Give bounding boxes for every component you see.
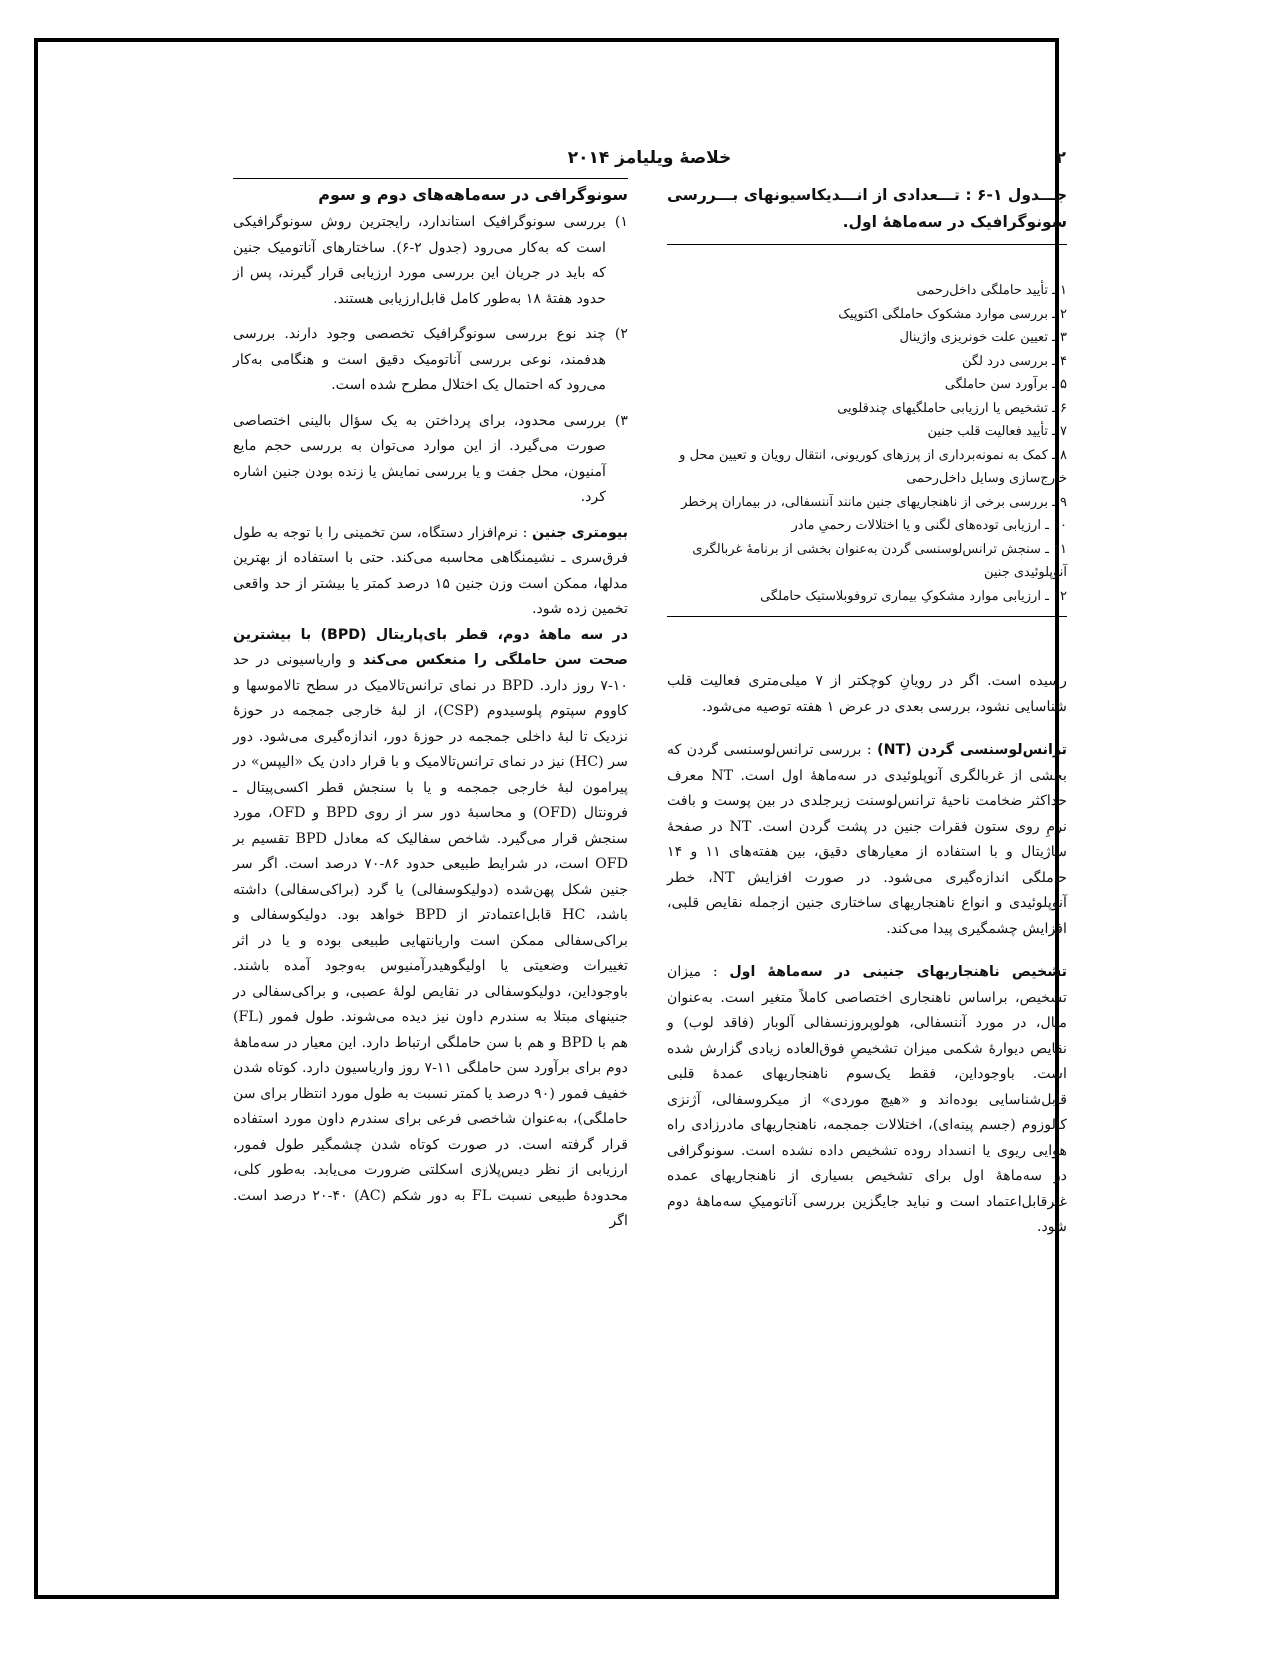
list-item-number: ۳) bbox=[614, 412, 628, 429]
left-column bbox=[233, 182, 628, 1253]
table-row: ۴ ـ بررسی درد لگن bbox=[961, 353, 1067, 369]
table-row: ۳ ـ تعیین علت خونریزی واژینال bbox=[899, 330, 1067, 345]
section-title: سونوگرافی در سه‌ماهه‌های دوم و سوم bbox=[318, 185, 628, 204]
list-item-text: چند نوع بررسی سونوگرافیک تخصصی وجود دارند. بررسی هدفمند، نوعی بررسی آناتومیک دقیق است و هنگامی به‌کار می‌رود که احتمال یک اختلال مطرح شده است. bbox=[233, 326, 606, 393]
indications-table bbox=[667, 279, 1067, 617]
paragraph-continued: رسیده است. اگر در رویانِ کوچکتر از ۷ میلی‌متری فعالیت قلب شناسایی نشود، بررسی بعدی در عرض ۱ هفته توصیه می‌شود. bbox=[667, 673, 1068, 715]
table-title: جـــدول ۱-۶ : تـــعدادی از انـــدیکاسیونهای بـــررسی سونوگرافیک در سه‌ماهۀ اول. bbox=[667, 182, 1067, 245]
biometry-heading: بیومتری جنین bbox=[531, 524, 628, 541]
list-item-number: ۱) bbox=[614, 214, 628, 230]
table-row: ۵ ـ برآورد سن حاملگی bbox=[944, 377, 1067, 392]
table-row: ۱ ـ تأیید حاملگی داخل‌رحمی bbox=[916, 283, 1067, 298]
anomaly-heading: تشخیص ناهنجاریهای جنینی در سه‌ماهۀ اول bbox=[729, 964, 1067, 980]
bpd-heading: در سه ماهۀ دوم، قطر بای‌پاریتال (BPD) با بیشترین صحت سن حاملگی را منعکس می‌کند bbox=[233, 626, 628, 668]
bpd-text: و واریاسیونی در حد ۱۰-۷ روز دارد. BPD در نمای ترانس‌تالامیک در سطح تالاموسها و کاووم سپتوم پلوسیدوم (CSP)، از لبۀ خارجی جمجمه در حوزۀ نزدیک تا لبۀ داخلی جمجمه در حوزۀ دور، اندازه‌گیری می‌شود. دور سر (HC) نیز در نمای ترانس‌تالامیک و با قرار دادن یک «الیپس» در پیرامون لبۀ خارجی جمجمه و یا با سنجش قطر اکسی‌پیتال ـ فرونتال (OFD) و محاسبۀ دور سر از روی BPD و OFD، مورد سنجش قرار می‌گیرد. شاخص سفالیک که معادل BPD تقسیم بر OFD است، در شرایط طبیعی حدود ۸۶-۷۰ درصد است. اگر سر جنین شکل پهن‌شده (دولیکوسفالی) یا گرد (براکی‌سفالی) داشته باشد، HC قابل‌اعتمادتر از BPD خواهد بود. دولیکوسفالی و براکی‌سفالی ممکن است واریانتهایی طبیعی بوده و یا در اثر تغییرات وضعیتی یا اولیگوهیدرآمنیوس به‌وجود آمده باشند. باوجوداین، دولیکوسفالی در نقایص لولۀ عصبی، و براکی‌سفالی در جنینهای مبتلا به سندرم داون نیز دیده می‌شوند. طول فمور (FL) هم با BPD و هم با سن حاملگی ارتباط دارد. این معیار در سه‌ماهۀ دوم برای برآورد سن حاملگی ۱۱-۷ روز واریاسیون دارد. کوتاه شدن خفیف فمور (۹۰ درصد یا کمتر نسبت به طول مورد انتظار برای سن حاملگی)، به‌عنوان شاخصی فرعی برای سندرم داون مورد استفاده قرار گرفته است. در صورت کوتاه شدن چشمگیر طول فمور، ارزیابی از نظر دیس‌پلازی اسکلتی ضرورت می‌یابد. به‌طور کلی، محدودۀ طبیعی نسبت FL به دور شکم (AC) ۲۰-۴۰ درصد است. اگر bbox=[233, 652, 629, 1229]
nt-heading: ترانس‌لوسنسی گردن (NT) bbox=[877, 742, 1067, 758]
anomaly-paragraph bbox=[667, 960, 1067, 1241]
list-item-number: ۲) bbox=[614, 326, 628, 342]
list-item bbox=[233, 210, 628, 312]
nt-paragraph bbox=[667, 738, 1067, 942]
table-row: ۱۲ ـ ارزیابی موارد مشکوکِ بیماری تروفوبلاستیک حاملگی bbox=[760, 588, 1067, 604]
bpd-paragraph bbox=[233, 623, 628, 1235]
running-header bbox=[233, 148, 1066, 176]
biometry-paragraph bbox=[233, 521, 628, 623]
header-rule bbox=[233, 178, 628, 179]
spacer bbox=[667, 617, 1067, 669]
nt-text: : بررسی ترانس‌لوسنسی گردن که بخشی از غربالگری آنوپلوئیدی در سه‌ماهۀ اول است. NT معرف حداکثر ضخامت ناحیۀ ترانس‌لوسنت زیرجلدی در بین پوست و بافت نرمِ روی ستون فقرات جنین در پشت گردن است. NT در صفحۀ ساژیتال و با استفاده از معیارهای دقیق، بین هفته‌های ۱۱ و ۱۴ حاملگی اندازه‌گیری می‌شود. در صورت افزایش NT، خطر آنوپلوئیدی و انواع ناهنجاریهای ساختاری جنین ازجمله نقایص قلبی، افزایش چشمگیری پیدا می‌کند. bbox=[667, 742, 1067, 937]
table-row: ۷ ـ تأیید فعالیت قلب جنین bbox=[927, 424, 1067, 439]
list-item bbox=[233, 322, 628, 399]
list-item bbox=[233, 409, 628, 511]
table-row: ۱۰ ـ ارزیابی توده‌های لگنی و یا اختلالات رحمیِ مادر bbox=[791, 518, 1067, 533]
book-title: خلاصۀ ویلیامز ۲۰۱۴ bbox=[567, 148, 732, 168]
table-row: ۶ ـ تشخیص یا ارزیابی حاملگیهای چندقلویی bbox=[837, 400, 1067, 416]
list-item-text: بررسی سونوگرافیک استاندارد، رایجترین روش سونوگرافیکی است که به‌کار می‌رود (جدول ۲-۶). ساختارهای آناتومیک جنین که باید در جریان این بررسی مورد ارزیابی قرار گیرند، پس از حدود هفتۀ ۱۸ به‌طور کامل قابل‌ارزیابی هستند. bbox=[233, 214, 607, 307]
biometry-text: : نرم‌افزار دستگاه، سن تخمینی را با توجه به طول فرق‌سری ـ نشیمنگاهی محاسبه می‌کند. حتی با استفاده از بهترین مدلها، ممکن است وزن جنین ۱۵ درصد کمتر یا بیشتر از حد واقعی تخمین زده شود. bbox=[233, 524, 628, 617]
table-row: ۲ ـ بررسی موارد مشکوک حاملگی اکتوپیک bbox=[838, 306, 1067, 322]
list-item-text: بررسی محدود، برای پرداختن به یک سؤال بالینی اختصاصی صورت می‌گیرد. از این موارد می‌توان به بررسی حجم مایع آمنیون، محل جفت و یا بررسی نمایش یا زنده بودن جنین اشاره کرد. bbox=[233, 412, 606, 505]
table-row: ۹ ـ بررسی برخی از ناهنجاریهای جنین مانند آننسفالی، در بیماران پرخطر bbox=[681, 494, 1067, 510]
page-number: ۲ bbox=[1055, 148, 1066, 168]
right-column bbox=[667, 182, 1067, 1259]
anomaly-text: : میزان تشخیص، براساس ناهنجاری اختصاصی کاملاً متغیر است. به‌عنوان مثال، در مورد آننسفالی، هولوپروزنسفالی آلوبار (فاقد لوب) و نقایص دیوارۀ شکمی میزان تشخیصِ فوق‌العاده زیادی گزارش شده است. باوجوداین، فقط یک‌سوم ناهنجاریهای عمدۀ قلبی قابل‌شناسایی بوده‌اند و «هیچ موردی» از میکروسفالی، آژنزی کالوزوم (جسم پینه‌ای)، اختلالات جمجمه، ناهنجاریهای مادرزادی راه هوایی ریوی یا انسداد روده تشخیص داده نشده است. سونوگرافی در سه‌ماهۀ اول برای تشخیص بسیاری از ناهنجاریهای عمده غیرقابل‌اعتماد است و نباید جایگزین بررسی آناتومیکِ سه‌ماهۀ دوم شود. bbox=[667, 964, 1067, 1235]
table-row: ۱۱ ـ سنجش ترانس‌لوسنسی گردن به‌عنوان بخشی از برنامۀ غربالگری آنوپلوئیدی جنین bbox=[692, 541, 1067, 580]
table-row: ۸ ـ کمک به نمونه‌برداری از پرزهای کوریونی، انتقال رویان و تعیین محل و خارج‌سازی وسایل داخل‌رحمی bbox=[679, 447, 1067, 486]
